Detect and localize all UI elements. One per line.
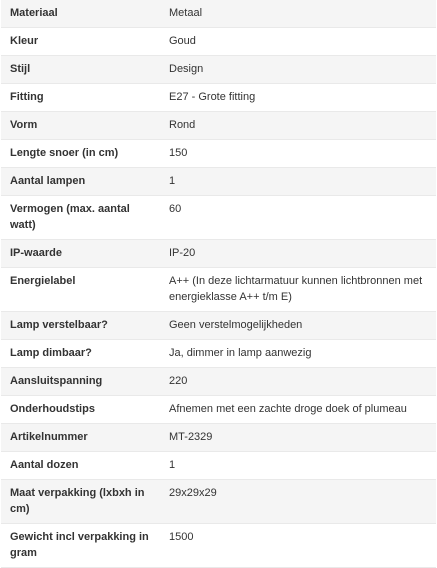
- spec-row-aantal-dozen: [1, 452, 436, 480]
- spec-label: Lengte snoer (in cm): [10, 147, 119, 159]
- spec-label: Artikelnummer: [10, 431, 88, 443]
- spec-row-fitting: [1, 84, 436, 112]
- spec-value: 220: [169, 375, 188, 387]
- spec-label: Vorm: [10, 119, 38, 131]
- spec-row-aantal-lampen: [1, 168, 436, 196]
- spec-label: Aantal lampen: [10, 175, 86, 187]
- spec-value: 1500: [169, 531, 194, 543]
- spec-value: Design: [169, 63, 204, 75]
- spec-label: Gewicht incl verpakking in gram: [10, 531, 149, 559]
- spec-value: Afnemen met een zachte droge doek of plumeau: [169, 403, 407, 415]
- spec-label: Lamp verstelbaar?: [10, 319, 108, 331]
- spec-value: Geen verstelmogelijkheden: [169, 319, 303, 331]
- spec-label: Aansluitspanning: [10, 375, 103, 387]
- spec-value: IP-20: [169, 247, 196, 259]
- spec-row-lamp-dimbaar: [1, 340, 436, 368]
- spec-label: Kleur: [10, 35, 39, 47]
- spec-row-lengte-snoer: [1, 140, 436, 168]
- spec-label: IP-waarde: [10, 247, 62, 259]
- spec-value: Metaal: [169, 7, 203, 19]
- spec-label: Aantal dozen: [10, 459, 79, 471]
- spec-row-lamp-verstelbaar: [1, 312, 436, 340]
- spec-row-onderhoudstips: [1, 396, 436, 424]
- spec-row-artikelnummer: [1, 424, 436, 452]
- spec-row-energielabel: [1, 268, 436, 312]
- spec-value: 1: [169, 175, 176, 187]
- spec-row-vorm: [1, 112, 436, 140]
- spec-value: E27 - Grote fitting: [169, 91, 256, 103]
- spec-row-aansluitspanning: [1, 368, 436, 396]
- spec-value: 60: [169, 203, 182, 215]
- spec-value: MT-2329: [169, 431, 213, 443]
- spec-label: Fitting: [10, 91, 44, 103]
- spec-value: 29x29x29: [169, 487, 217, 499]
- spec-value: Ja, dimmer in lamp aanwezig: [169, 347, 312, 359]
- spec-value: Goud: [169, 35, 196, 47]
- spec-label: Energielabel: [10, 275, 76, 287]
- spec-row-ip-waarde: [1, 240, 436, 268]
- specs-body: [1, 0, 436, 568]
- spec-value: 150: [169, 147, 188, 159]
- spec-row-vermogen: [1, 196, 436, 240]
- spec-label: Lamp dimbaar?: [10, 347, 92, 359]
- spec-label: Stijl: [10, 63, 31, 75]
- spec-row-materiaal: [1, 0, 436, 28]
- spec-label: Materiaal: [10, 7, 58, 19]
- spec-row-maat-verpakking: [1, 480, 436, 524]
- spec-row-gewicht: [1, 524, 436, 568]
- spec-label: Maat verpakking (lxbxh in cm): [10, 487, 145, 515]
- product-specifications-table: [1, 0, 436, 568]
- spec-value: 1: [169, 459, 176, 471]
- spec-row-kleur: [1, 28, 436, 56]
- spec-label: Onderhoudstips: [10, 403, 95, 415]
- spec-value: A++ (In deze lichtarmatuur kunnen lichtbronnen met energieklasse A++ t/m E): [169, 275, 423, 303]
- spec-value: Rond: [169, 119, 196, 131]
- spec-row-stijl: [1, 56, 436, 84]
- spec-label: Vermogen (max. aantal watt): [10, 203, 130, 231]
